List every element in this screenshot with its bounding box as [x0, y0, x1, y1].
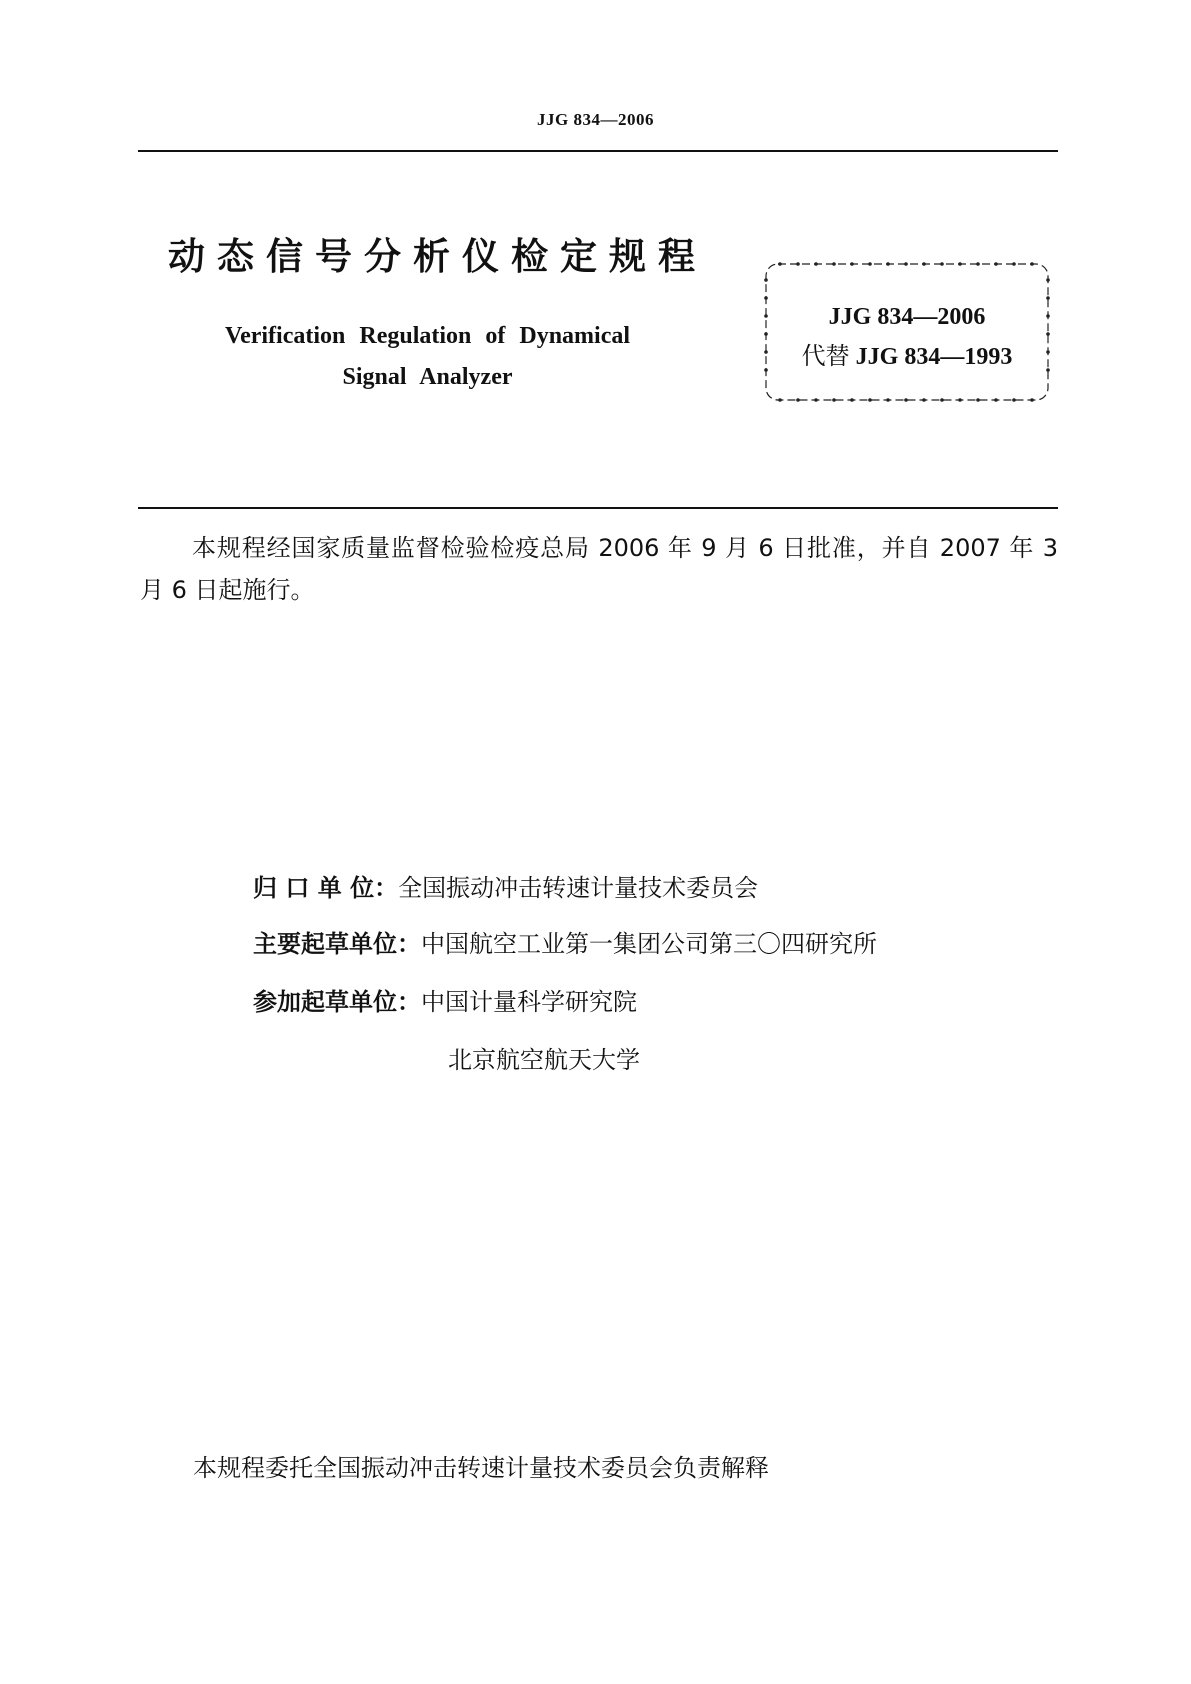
participating-drafter-row	[253, 982, 637, 1022]
document-title-english	[175, 316, 680, 398]
border-dot	[958, 262, 962, 266]
responsible-unit-row	[253, 868, 758, 908]
standard-numbers	[760, 298, 1054, 377]
border-dot	[814, 398, 818, 402]
border-dot	[832, 398, 836, 402]
border-dot	[1012, 262, 1016, 266]
approval-statement: 本规程经国家质量监督检验检疫总局 2006 年 9 月 6 日批准，并自 2007 年 3 月 6 日起施行。	[140, 534, 1058, 604]
border-dot	[850, 262, 854, 266]
border-dot	[886, 262, 890, 266]
border-dot	[994, 262, 998, 266]
border-dot	[796, 398, 800, 402]
main-drafter-value: 中国航空工业第一集团公司第三〇四研究所	[421, 930, 877, 958]
border-dot	[976, 398, 980, 402]
document-title-chinese: 动态信号分析仪检定规程	[168, 235, 707, 278]
border-dot	[1012, 398, 1016, 402]
border-dot	[922, 398, 926, 402]
border-dot	[976, 262, 980, 266]
border-dot	[994, 398, 998, 402]
border-dot	[1030, 398, 1034, 402]
border-dot	[850, 398, 854, 402]
border-dot	[764, 278, 768, 282]
responsible-unit-value: 全国振动冲击转速计量技术委员会	[398, 874, 759, 902]
border-dot	[868, 262, 872, 266]
standard-number: JJG 834—2006	[828, 304, 986, 330]
border-dot	[1046, 278, 1050, 282]
participating-drafter-value-1: 中国计量科学研究院	[421, 988, 637, 1016]
border-dot	[904, 398, 908, 402]
participating-drafter-row-2	[448, 1040, 640, 1080]
border-dot	[778, 262, 782, 266]
border-dot	[886, 398, 890, 402]
section-rule	[138, 507, 1058, 509]
running-header-code: JJG 834—2006	[537, 110, 654, 129]
participating-drafter-label: 参加起草单位：	[253, 988, 421, 1016]
border-dot	[868, 398, 872, 402]
replaces-prefix: 代替	[801, 342, 850, 370]
border-dot	[904, 262, 908, 266]
participating-drafter-value-2: 北京航空航天大学	[448, 1046, 640, 1074]
border-dot	[922, 262, 926, 266]
border-dot	[940, 398, 944, 402]
main-drafter-row	[253, 924, 877, 964]
responsible-unit-label: 归 口 单 位：	[253, 874, 399, 902]
border-dot	[832, 262, 836, 266]
border-dot	[778, 398, 782, 402]
standard-number-box	[760, 258, 1054, 406]
border-dot	[796, 262, 800, 266]
main-drafter-label: 主要起草单位：	[253, 930, 421, 958]
title-english-line-2: Signal Analyzer	[342, 364, 513, 390]
border-dot	[958, 398, 962, 402]
title-english-line-1: Verification Regulation of Dynamical	[224, 323, 631, 349]
border-dot	[940, 262, 944, 266]
border-dot	[1030, 262, 1034, 266]
header-rule	[138, 150, 1058, 152]
interpretation-note: 本规程委托全国振动冲击转速计量技术委员会负责解释	[193, 1454, 769, 1482]
replaces-line	[760, 337, 1054, 377]
replaced-standard-number: JJG 834—1993	[855, 344, 1013, 370]
border-dot	[814, 262, 818, 266]
